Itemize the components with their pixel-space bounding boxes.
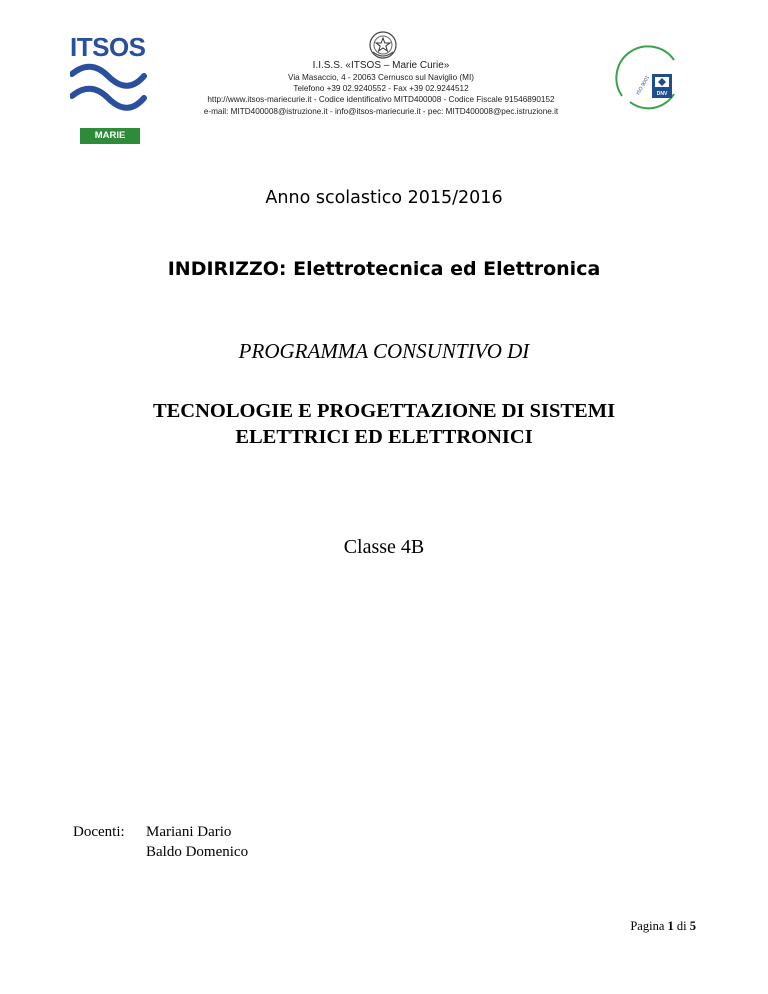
itsos-logo bbox=[70, 32, 152, 157]
school-web: http://www.itsos-mariecurie.it - Codice identificativo MITD400008 - Codice Fiscale 91546890152 bbox=[207, 95, 555, 105]
logo-text: ITSOS bbox=[70, 32, 146, 62]
logo-band: MARIE CURIE bbox=[80, 128, 140, 144]
subject-line-2: ELETTRICI ED ELETTRONICI bbox=[235, 426, 533, 448]
school-name: I.I.S.S. «ITSOS – Marie Curie» bbox=[312, 60, 450, 71]
teachers-label: Docenti: bbox=[73, 824, 125, 840]
certification-seal bbox=[608, 40, 688, 120]
school-email: e-mail: MITD400008@istruzione.it - info@itsos-mariecurie.it - pec: MITD400008@pec.istruzione.it bbox=[203, 106, 559, 116]
subject-line-1: TECNOLOGIE E PROGETTAZIONE DI SISTEMI bbox=[152, 400, 616, 422]
school-phone: Telefono +39 02.9240552 - Fax +39 02.9244512 bbox=[293, 84, 469, 94]
program-title: PROGRAMMA CONSUNTIVO DI bbox=[238, 339, 530, 363]
class-label: Classe 4B bbox=[343, 536, 425, 558]
page-current: 1 bbox=[667, 919, 674, 933]
teachers-block bbox=[73, 822, 248, 862]
page-total: 5 bbox=[689, 919, 696, 933]
wave-icon bbox=[70, 62, 152, 124]
page-label: Pagina bbox=[630, 919, 665, 933]
cert-dnv-text: DNV bbox=[656, 91, 668, 97]
page-of: di bbox=[676, 919, 687, 933]
school-info bbox=[186, 60, 576, 117]
school-year: Anno scolastico 2015/2016 bbox=[265, 188, 503, 208]
track-title: INDIRIZZO: Elettrotecnica ed Elettronica bbox=[167, 258, 601, 280]
cert-iso-text: ISO 9001 bbox=[635, 74, 652, 97]
subject-title bbox=[0, 398, 768, 450]
page-number bbox=[630, 919, 696, 934]
republic-emblem-icon bbox=[368, 30, 398, 60]
school-address: Via Masaccio, 4 - 20063 Cernusco sul Naviglio (MI) bbox=[288, 73, 474, 82]
teacher-name-1: Mariani Dario bbox=[146, 824, 232, 840]
teacher-name-2: Baldo Domenico bbox=[146, 844, 249, 860]
